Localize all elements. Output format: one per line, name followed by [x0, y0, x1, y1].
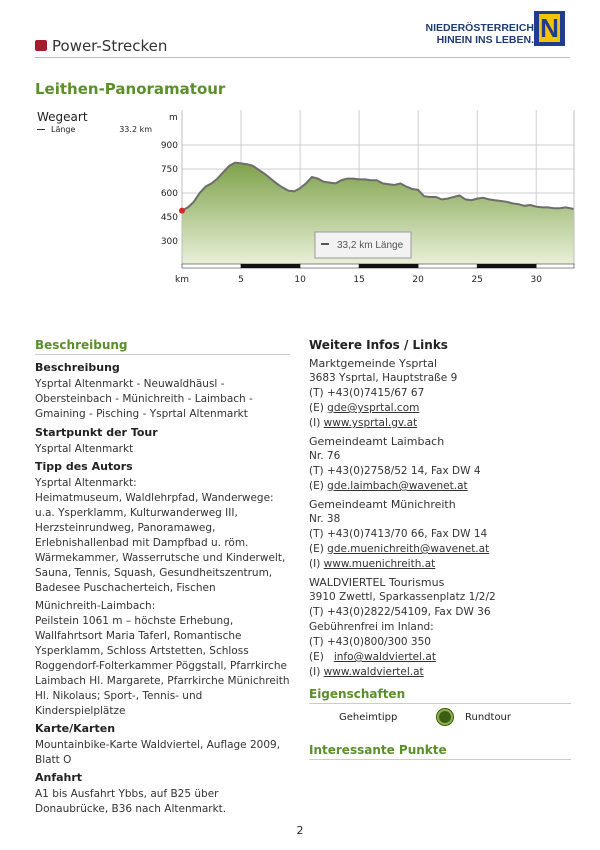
section-divider — [309, 703, 571, 704]
contact-3-email-link[interactable]: gde.muenichreith@wavenet.at — [327, 543, 490, 555]
legend-title: Wegeart — [37, 110, 88, 124]
email-prefix: (E) — [309, 402, 328, 414]
km-scale-segment — [300, 264, 359, 268]
contact-4-name: WALDVIERTEL Tourismus — [309, 576, 445, 589]
section-divider — [309, 759, 571, 760]
elevation-profile-chart — [0, 0, 600, 300]
interessante-punkte-heading: Interessante Punkte — [309, 743, 447, 757]
contact-2-email-link[interactable]: gde.laimbach@wavenet.at — [327, 480, 468, 492]
contact-3-email-row — [309, 542, 571, 557]
contact-3-address: Nr. 38 — [309, 513, 341, 525]
property-rundtour-label: Rundtour — [465, 711, 512, 723]
tour-title: Leithen-Panoramatour — [35, 80, 226, 98]
infos-heading: Weitere Infos / Links — [309, 338, 448, 352]
contact-2-address: Nr. 76 — [309, 450, 341, 462]
y-tick-label: 300 — [160, 237, 178, 247]
startpunkt-text: Ysprtal Altenmarkt — [35, 443, 134, 455]
email-prefix: (E) — [309, 651, 334, 663]
tipp-text-2: Peilstein 1061 m – höchste Erhebung, Wallfahrtsort Maria Taferl, Romantische Ysperklamm, Schloss Artstetten, Schloss Roggendorf-Folterkammer Pöggstall, Pfarrkirche Laimbach Hl. Margarete, Pfarrkirche Münichreith Hl. Nikolaus; Sport-, Tennis- und Kinderspielplätze — [35, 615, 290, 717]
contact-4-web-link[interactable]: www.waldviertel.at — [323, 666, 424, 678]
contact-4-email-link[interactable]: info@waldviertel.at — [333, 651, 436, 663]
x-tick-label: 5 — [238, 275, 244, 285]
legend-item-label: Länge — [51, 125, 76, 134]
contact-4-web-row — [309, 665, 571, 680]
tipp-heading-1: Ysprtal Altenmarkt: — [35, 477, 137, 489]
x-tick-label: 20 — [412, 275, 424, 285]
eigenschaften-heading: Eigenschaften — [309, 687, 406, 701]
legend-item — [37, 125, 152, 134]
anfahrt-subheading: Anfahrt — [35, 771, 83, 784]
start-point-marker — [179, 208, 185, 214]
km-scale-segment — [477, 264, 536, 268]
km-scale-segment — [182, 264, 241, 268]
km-scale-segment — [418, 264, 477, 268]
y-tick-label: 900 — [160, 141, 178, 151]
page-number: 2 — [296, 824, 304, 837]
contact-1-name: Marktgemeinde Ysprtal — [309, 357, 438, 370]
properties-row — [309, 709, 571, 725]
contact-1-address: 3683 Ysprtal, Hauptstraße 9 — [309, 372, 458, 384]
x-tick-label: 10 — [294, 275, 306, 285]
km-scale-segment — [241, 264, 300, 268]
y-tick-label: 600 — [160, 189, 178, 199]
x-tick-label: 25 — [471, 275, 483, 285]
contact-2-phone: (T) +43(0)2758/52 14, Fax DW 4 — [309, 465, 481, 477]
km-scale-segment — [536, 264, 574, 268]
contact-4-email-row — [309, 650, 571, 665]
contact-2-email-row — [309, 479, 571, 494]
left-column — [35, 338, 290, 820]
contact-3-name: Gemeindeamt Münichreith — [309, 498, 456, 511]
property-geheimtipp: Geheimtipp — [339, 711, 398, 723]
contact-1-web-row — [309, 416, 571, 431]
logo-letter: N — [540, 13, 559, 43]
y-tick-label: 750 — [160, 165, 178, 175]
legend-line-icon — [37, 129, 45, 130]
contact-4-phone-2: (T) +43(0)800/300 350 — [309, 636, 431, 648]
right-column — [309, 338, 571, 760]
rundtour-icon — [437, 709, 453, 725]
y-tick-label: 450 — [160, 213, 178, 223]
contact-1-web-link[interactable]: www.ysprtal.gv.at — [323, 417, 418, 429]
contact-1-email-link[interactable]: gde@ysprtal.com — [327, 402, 420, 414]
contact-3-web-row — [309, 557, 571, 572]
contact-2-name: Gemeindeamt Laimbach — [309, 435, 445, 448]
web-prefix: (I) — [309, 417, 324, 429]
beschreibung-subheading: Beschreibung — [35, 361, 120, 374]
contact-3-phone: (T) +43(0)7413/70 66, Fax DW 14 — [309, 528, 488, 540]
web-prefix: (I) — [309, 558, 324, 570]
contact-4-free-note: Gebührenfrei im Inland: — [309, 621, 434, 633]
tipp-subheading: Tipp des Autors — [35, 460, 133, 473]
contact-1-phone: (T) +43(0)7415/67 67 — [309, 387, 425, 399]
startpunkt-subheading: Startpunkt der Tour — [35, 426, 158, 439]
length-label-box — [315, 232, 411, 258]
tipp-text-1: Heimatmuseum, Waldlehrpfad, Wanderwege: u.a. Ysperklamm, Kulturwanderweg III, Herzsteinrundweg, Panoramaweg, Erlebnishallenbad mit Dampfbad u. röm. Wärmekammer, Wasserrutsche und Kinderwelt, Sauna, Tennis, Squash, Gesundheitszentrum, Badesee Puschacherteich, Fischen — [35, 492, 286, 594]
logo-line-1: NIEDERÖSTERREICH — [425, 22, 534, 34]
x-tick-label: 15 — [353, 275, 365, 285]
logo-line-2: HINEIN INS LEBEN. — [436, 34, 534, 46]
km-scale-segment — [359, 264, 418, 268]
contact-4-phone: (T) +43(0)2822/54109, Fax DW 36 — [309, 606, 491, 618]
legend-item-value: 33.2 km — [119, 125, 152, 134]
property-rundtour — [437, 709, 511, 725]
email-prefix: (E) — [309, 543, 328, 555]
contact-4-address: 3910 Zwettl, Sparkassenplatz 1/2/2 — [309, 591, 496, 603]
y-axis-unit: m — [169, 113, 178, 123]
contact-3-web-link[interactable]: www.muenichreith.at — [323, 558, 436, 570]
header-title: Power-Strecken — [52, 37, 168, 55]
x-axis-unit: km — [175, 275, 189, 285]
anfahrt-text: A1 bis Ausfahrt Ybbs, auf B25 über Donaubrücke, B36 nach Altenmarkt. — [35, 788, 227, 815]
email-prefix: (E) — [309, 480, 328, 492]
length-label-text: 33,2 km Länge — [337, 240, 404, 251]
x-tick-label: 30 — [530, 275, 542, 285]
karte-text: Mountainbike-Karte Waldviertel, Auflage 2009, Blatt O — [35, 739, 281, 766]
beschreibung-text: Ysprtal Altenmarkt - Neuwaldhäusl - Obersteinbach - Münichreith - Laimbach - Gmaining - Pisching - Ysprtal Altenmarkt — [35, 378, 253, 420]
section-divider — [35, 354, 290, 355]
tipp-heading-2: Münichreith-Laimbach: — [35, 600, 156, 612]
web-prefix: (I) — [309, 666, 324, 678]
section-beschreibung-heading: Beschreibung — [35, 338, 128, 352]
karte-subheading: Karte/Karten — [35, 722, 116, 735]
contact-1-email-row — [309, 401, 571, 416]
